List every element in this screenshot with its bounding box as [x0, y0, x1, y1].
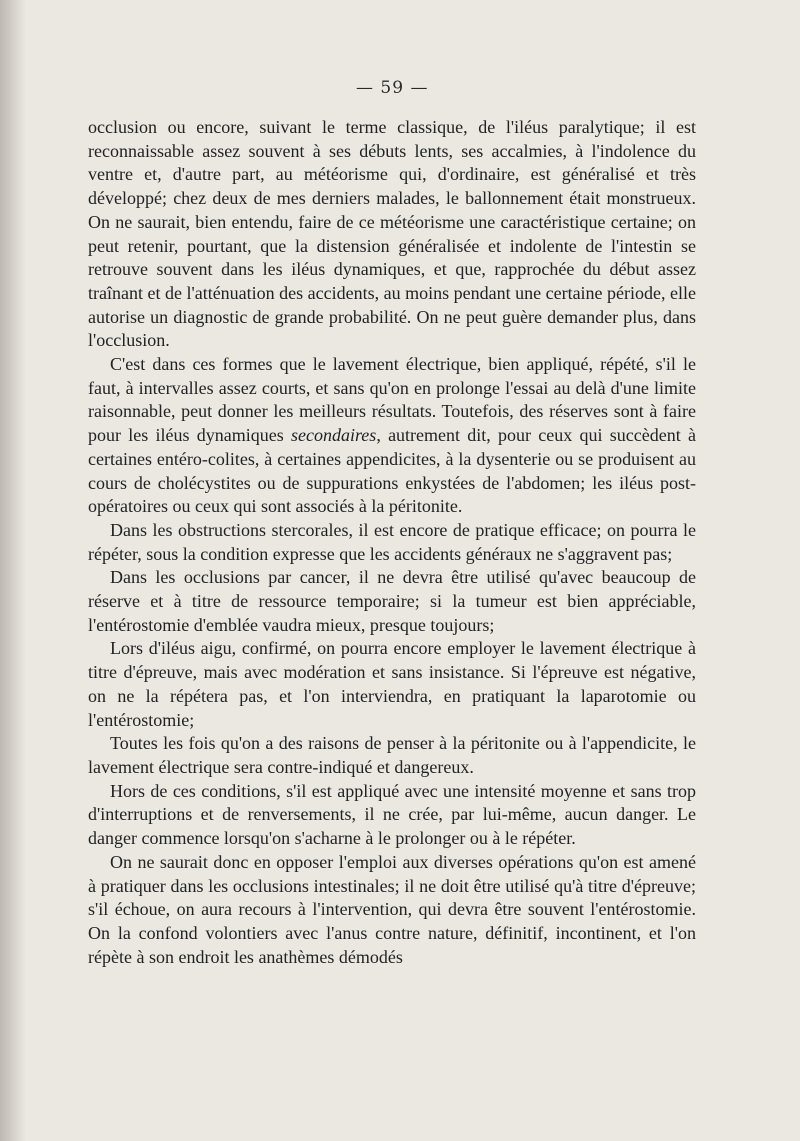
paragraph-2-end: , autrement dit, pour ceux qui succèdent à certaines entéro-colites, à certaines appendicites, à la dysenterie ou se produisent au cours de cholécystites ou de suppurations enkystées de l'abdomen; les iléus post-opératoires ou ceux qui sont associés à la péritonite. [88, 425, 696, 517]
paragraph-7: Hors de ces conditions, s'il est appliqué avec une intensité moyenne et sans trop d'interruptions et de renversements, il ne crée, par lui-même, aucun danger. Le danger commence lorsqu'on s'acharne à le prolonger ou à le répéter. [88, 780, 696, 849]
paragraph-5: Lors d'iléus aigu, confirmé, on pourra encore employer le lavement électrique à titre d'épreuve, mais avec modération et sans insistance. Si l'épreuve est négative, on ne la répétera pas, et l'on interviendra, en pratiquant la laparotomie ou l'entérostomie; [88, 638, 696, 730]
paragraph-2 [88, 353, 696, 519]
body-text [88, 116, 696, 969]
paragraph-3: Dans les obstructions stercorales, il est encore de pratique efficace; on pourra le répéter, sous la condition expresse que les accidents généraux ne s'aggravent pas; [88, 519, 696, 564]
paragraph-6: Toutes les fois qu'on a des raisons de penser à la péritonite ou à l'appendicite, le lavement électrique sera contre-indiqué et dangereux. [88, 733, 696, 777]
paragraph-1: occlusion ou encore, suivant le terme classique, de l'iléus paralytique; il est reconnaissable assez souvent à ses débuts lents, ses accalmies, à l'indolence du ventre et, d'autre part, au météorisme qui, d'ordinaire, est généralisé et très développé; chez deux de mes derniers malades, le ballonnement était monstrueux. On ne saurait, bien entendu, faire de ce météorisme une caractéristique certaine; on peut retenir, pourtant, que la distension généralisée et indolente de l'intestin se retrouve souvent dans les iléus dynamiques, et que, rapprochée du début assez traînant et de l'atténuation des accidents, au moins pendant une certaine période, elle autorise un diagnostic de grande probabilité. On ne peut guère demander plus, dans l'occlusion. [88, 117, 697, 351]
page-number: — 59 — [356, 78, 429, 98]
paragraph-4: Dans les occlusions par cancer, il ne devra être utilisé qu'avec beaucoup de réserve et à titre de ressource temporaire; si la tumeur est bien appréciable, l'entérostomie d'emblée vaudra mieux, presque toujours; [88, 567, 696, 635]
paragraph-2-start: C'est dans ces formes que le lavement électrique, bien appliqué, répété, s'il le faut, à intervalles assez courts, et sans qu'on en prolonge l'essai au delà d'une limite raisonnable, peut donner les meilleurs résultats. Toutefois, des réserves sont à faire pour les iléus dynamiques [88, 354, 696, 446]
binding-shadow [0, 0, 26, 1141]
emphasis-secondaires: secondaires [290, 425, 377, 446]
paragraph-8: On ne saurait donc en opposer l'emploi aux diverses opérations qu'on est amené à pratiquer dans les occlusions intestinales; il ne doit être utilisé qu'à titre d'épreuve; s'il échoue, on aura recours à l'intervention, qui devra être souvent l'entérostomie. On la confond volontiers avec l'anus contre nature, définitif, incontinent, et l'on répète à son endroit les anathèmes démodés [88, 851, 696, 967]
